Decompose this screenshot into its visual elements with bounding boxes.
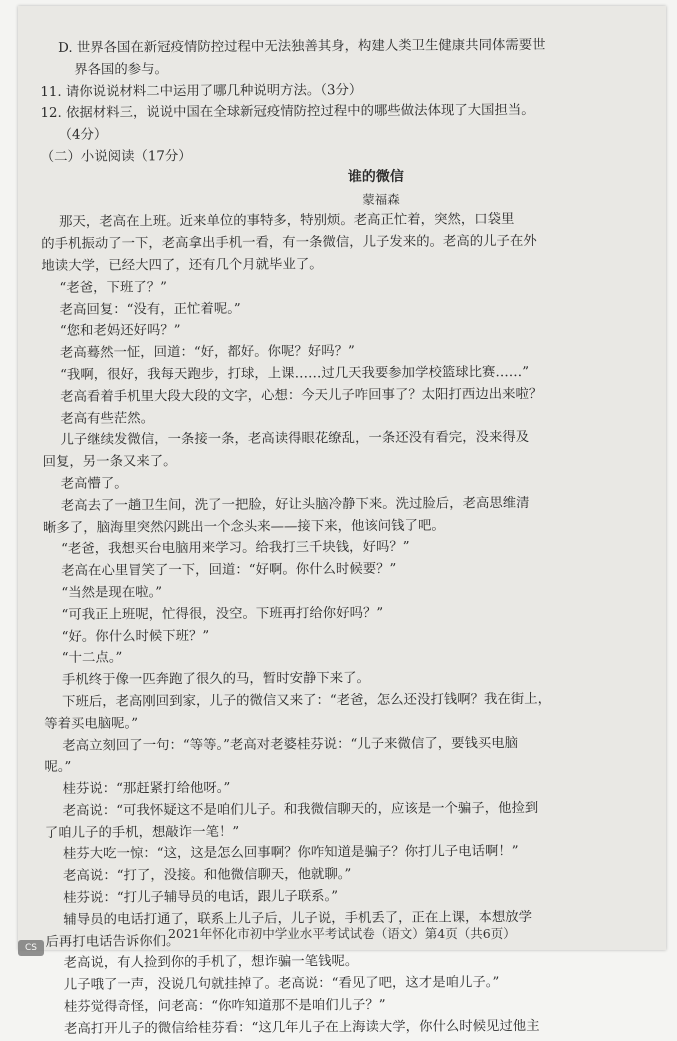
text-line: 下班后，老高刚回到家，儿子的微信又来了：“老爸，怎么还没打钱啊？我在街上， xyxy=(62,691,552,710)
text-line: “您和老妈还好吗？” xyxy=(59,323,181,340)
text-line: 了咱儿子的手机，想敲诈一笔！” xyxy=(44,824,240,841)
text-line: 手机终于像一匹奔跑了很久的马，暂时安静下来了。 xyxy=(61,671,370,688)
text-line: 老高在心里冒笑了一下，回道：“好啊。你什么时候要？” xyxy=(61,561,397,580)
text-line: “好。你什么时候下班？” xyxy=(61,628,210,645)
exam-page xyxy=(18,6,666,1037)
text-line: 老高去了一趟卫生间，洗了一把脸，好让头脑冷静下来。洗过脸后，老高思维清 xyxy=(60,495,530,514)
text-line: 老高说：“可我怀疑这不是咱们儿子。和我微信聊天的，应该是一个骗子，他捡到 xyxy=(62,800,539,819)
text-line: 晰多了，脑海里突然闪跳出一个念头来——接下来，他该问钱了吧。 xyxy=(42,518,445,536)
text-line: 老高回复：“没有，正忙着呢。” xyxy=(59,301,241,318)
story-title: 谁的微信 xyxy=(347,168,404,185)
text-line: （二）小说阅读（17分） xyxy=(40,149,192,165)
text-line: “十二点。” xyxy=(61,650,123,667)
text-line: 回复，另一条又来了。 xyxy=(42,454,177,471)
text-line: D. 世界各国在新冠疫情防控过程中无法独善其身，构建人类卫生健康共同体需要世 xyxy=(58,37,546,56)
text-line: 老高看着手机里大段大段的文字，心想：今天儿子咋回事了？太阳打西边出来啦？ xyxy=(60,386,543,405)
page-footer: 2021年怀化市初中学业水平考试试卷（语文）第4页（共6页） xyxy=(168,926,516,941)
text-line: 老高立刻回了一句：“等等。”老高对老婆桂芬说：“儿子来微信了，要钱买电脑 xyxy=(62,735,519,754)
story-author: 蒙福森 xyxy=(362,191,400,207)
text-line: 辅导员的电话打通了，联系上儿子后，儿子说，手机丢了，正在上课，本想放学 xyxy=(63,909,533,928)
text-line: 的手机振动了一下，老高拿出手机一看，有一条微信，儿子发来的。老高的儿子在外 xyxy=(41,234,537,253)
text-line: “老爸，下班了？” xyxy=(59,279,168,296)
text-line: 老高有些茫然。 xyxy=(60,410,155,427)
text-line: 桂芬说：“那赶紧打给他呀。” xyxy=(62,780,231,797)
text-line: 老高懵了。 xyxy=(60,476,128,492)
text-line: 老高说：“打了，没接。和他微信聊天，他就聊。” xyxy=(63,867,352,885)
text-line: 12. 依据材料三，说说中国在全球新冠疫情防控过程中的哪些做法体现了大国担当。 xyxy=(40,103,535,122)
text-line: “老爸，我想买台电脑用来学习。给我打三千块钱，好吗？” xyxy=(61,540,410,558)
text-line: “我啊，很好，我每天跑步，打球，上课……过几天我要参加学校篮球比赛……” xyxy=(60,364,530,383)
text-line: 地读大学，已经大四了，还有几个月就毕业了。 xyxy=(41,257,323,274)
text-line: 老高打开儿子的微信给桂芬看：“这几年儿子在上海读大学，你什么时候见过他主 xyxy=(64,1018,540,1037)
text-line: （4分） xyxy=(58,127,108,144)
scanner-watermark: CS xyxy=(18,940,44,956)
text-line: 等着买电脑呢。” xyxy=(44,716,139,732)
text-line: 后再打电话告诉你们。 xyxy=(45,933,180,950)
text-line: 桂芬觉得奇怪，问老高：“你咋知道那不是咱们儿子？” xyxy=(63,997,386,1015)
text-line: 界各国的参与。 xyxy=(74,62,168,78)
text-line: “当然是现在啦。” xyxy=(61,585,163,601)
text-line: 桂芬大吃一惊：“这，这是怎么回事啊？你咋知道是骗子？你打儿子电话啊！” xyxy=(62,844,519,863)
text-line: 11. 请你说说材料二中运用了哪几种说明方法。（3分） xyxy=(40,82,363,100)
text-line: 儿子继续发微信，一条接一条，老高读得眼花缭乱，一条还没有看完，没来得及 xyxy=(60,430,530,449)
page-text xyxy=(40,34,656,1040)
text-line: 那天，老高在上班。近来单位的事特多，特别烦。老高正忙着，突然，口袋里 xyxy=(59,212,515,231)
text-line: 桂芬说：“打儿子辅导员的电话，跟儿子联系。” xyxy=(63,889,339,906)
text-line: 老高说，有人捡到你的手机了，想诈骗一笔钱呢。 xyxy=(63,954,359,972)
text-line: 儿子哦了一声，没说几句就挂掉了。老高说：“看见了吧，这才是咱儿子。” xyxy=(63,975,500,994)
text-line: 呢。” xyxy=(44,760,72,776)
text-line: 老高蓦然一怔，回道：“好，都好。你呢？好吗？” xyxy=(59,344,355,362)
text-line: “可我正上班呢，忙得很，没空。下班再打给你好吗？” xyxy=(61,605,384,623)
